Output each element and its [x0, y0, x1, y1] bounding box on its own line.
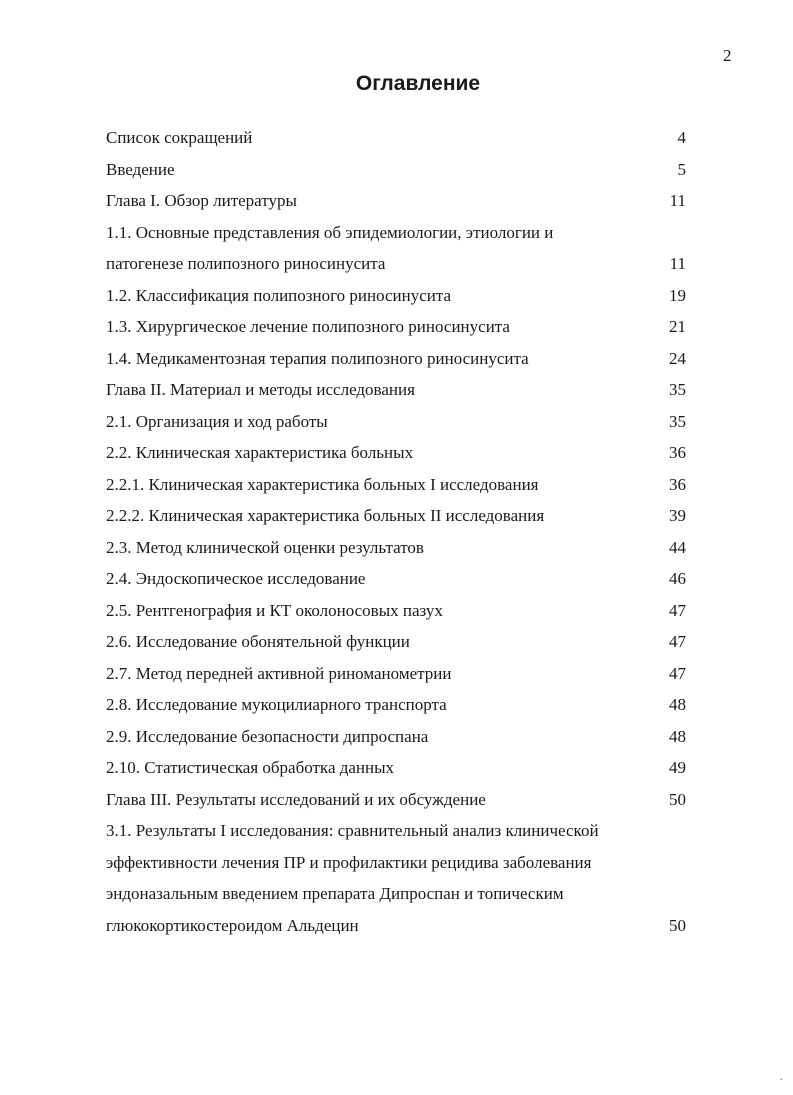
toc-entry [106, 217, 696, 280]
toc-entry-text: эффективности лечения ПР и профилактики рецидива заболевания [106, 852, 592, 872]
toc-page-number: 47 [669, 600, 686, 620]
toc-page-number: 49 [669, 758, 686, 777]
toc-entry [106, 122, 696, 154]
table-of-contents [106, 122, 696, 941]
toc-entry-text: 2.10. Статистическая обработка данных [106, 758, 395, 777]
toc-page-number: 50 [669, 915, 686, 935]
toc-entry-text: 1.1. Основные представления об эпидемиологии, этиологии и [106, 222, 554, 242]
toc-entry-text: эндоназальным введением препарата Дипроспан и топическим [106, 884, 564, 903]
toc-page-number: 11 [669, 191, 686, 210]
toc-entry-text: 2.9. Исследование безопасности дипроспана [106, 726, 429, 746]
toc-page-number: 48 [669, 726, 686, 746]
toc-page-number: 35 [669, 411, 686, 431]
toc-entry-text: 2.6. Исследование обонятельной функции [106, 632, 410, 651]
toc-page-number: 11 [669, 254, 686, 273]
toc-page-number: 46 [669, 569, 686, 588]
toc-page-number: 35 [669, 380, 686, 399]
toc-entry-text: 2.2.1. Клиническая характеристика больных I исследования [106, 474, 539, 494]
toc-entry [106, 500, 696, 532]
toc-page-number: 5 [677, 159, 686, 179]
page-number: 2 [723, 46, 732, 65]
toc-page-number: 19 [669, 285, 686, 305]
toc-entry [106, 689, 696, 721]
toc-entry-text: 1.3. Хирургическое лечение полипозного риносинусита [106, 317, 510, 336]
toc-entry [106, 374, 696, 406]
toc-page-number: 48 [669, 695, 686, 714]
toc-page-number: 21 [669, 317, 686, 336]
toc-entry [106, 784, 696, 816]
toc-entry-text: 2.4. Эндоскопическое исследование [106, 569, 366, 588]
toc-entry [106, 185, 696, 217]
toc-entry-text: глюкокортикостероидом Альдецин [106, 915, 359, 935]
toc-entry-text: 3.1. Результаты I исследования: сравнительный анализ клинической [106, 821, 599, 840]
toc-page-number: 39 [669, 506, 686, 525]
toc-entry-text: патогенезе полипозного риносинусита [106, 254, 386, 273]
toc-entry [106, 595, 696, 627]
toc-entry-text: 2.1. Организация и ход работы [106, 411, 328, 431]
toc-entry-text: Глава I. Обзор литературы [106, 191, 297, 210]
toc-entry [106, 626, 696, 658]
toc-entry [106, 343, 696, 375]
toc-entry [106, 563, 696, 595]
toc-entry [106, 658, 696, 690]
toc-entry [106, 815, 696, 941]
scan-artifact-mark: . [780, 1072, 783, 1083]
toc-entry-text: 2.3. Метод клинической оценки результатов [106, 537, 424, 557]
toc-page-number: 50 [669, 789, 686, 809]
toc-entry [106, 721, 696, 753]
toc-entry-text: 2.8. Исследование мукоцилиарного транспорта [106, 695, 447, 714]
toc-page-number: 47 [669, 632, 686, 651]
toc-page-number: 47 [669, 663, 686, 683]
toc-entry-text: 2.2.2. Клиническая характеристика больных II исследования [106, 506, 545, 525]
toc-page-number: 36 [669, 443, 686, 462]
page-title: Оглавление [355, 72, 481, 95]
toc-entry-text: 2.7. Метод передней активной риноманометрии [106, 663, 452, 683]
toc-entry [106, 280, 696, 312]
toc-page-number: 24 [669, 348, 686, 368]
toc-entry-text: 2.5. Рентгенография и КТ околоносовых пазух [106, 600, 443, 620]
toc-entry-text: Список сокращений [106, 128, 253, 147]
toc-entry-text: 1.2. Классификация полипозного риносинусита [106, 285, 452, 305]
toc-entry [106, 469, 696, 501]
toc-entry [106, 406, 696, 438]
toc-entry-text: Глава II. Материал и методы исследования [106, 380, 415, 399]
toc-entry-text: Введение [106, 159, 175, 179]
toc-page-number: 4 [677, 128, 686, 147]
toc-entry-text: 1.4. Медикаментозная терапия полипозного риносинусита [106, 348, 529, 368]
toc-entry [106, 532, 696, 564]
toc-entry [106, 311, 696, 343]
toc-entry-text: Глава III. Результаты исследований и их обсуждение [106, 789, 486, 809]
toc-entry-text: 2.2. Клиническая характеристика больных [106, 443, 414, 462]
toc-page-number: 44 [669, 537, 686, 557]
toc-entry [106, 154, 696, 186]
toc-entry [106, 437, 696, 469]
toc-page-number: 36 [669, 474, 686, 494]
toc-entry [106, 752, 696, 784]
